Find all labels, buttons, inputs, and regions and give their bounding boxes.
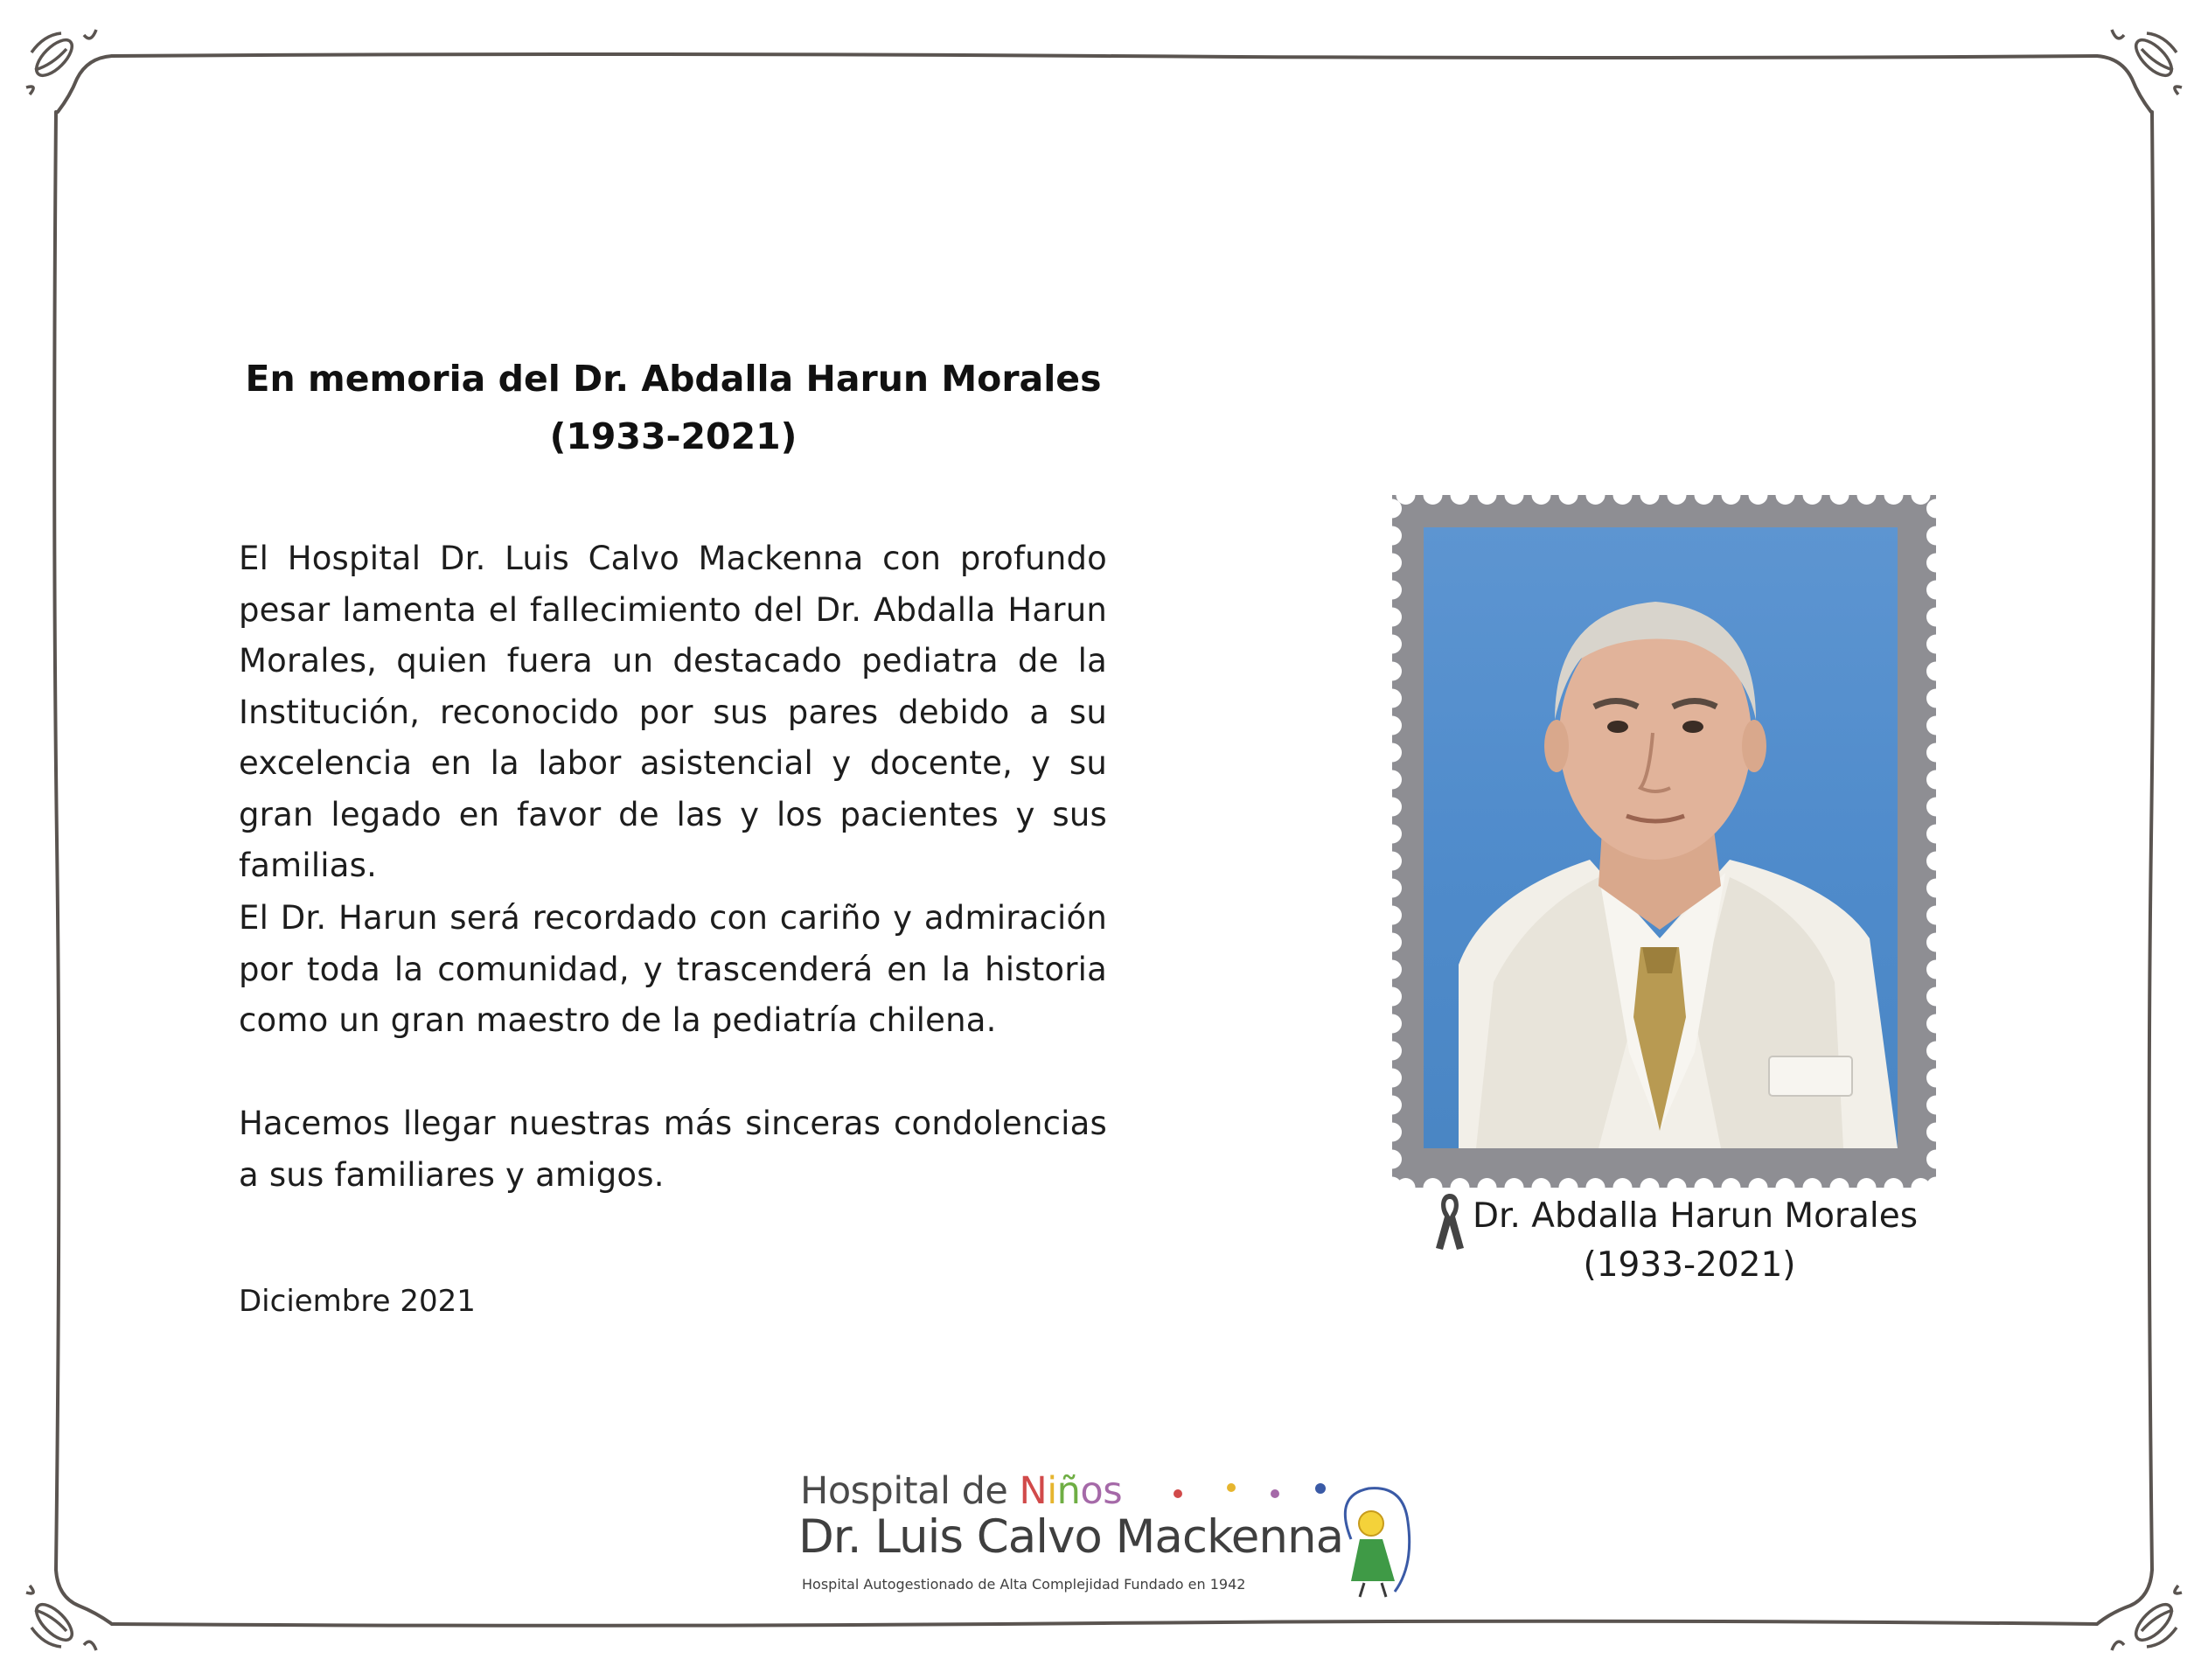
logo-line-1-prefix: Hospital de: [800, 1469, 1020, 1513]
title-line-1: En memoria del Dr. Abdalla Harun Morales: [245, 358, 1102, 400]
paragraph-remembrance: El Dr. Harun será recordado con cariño y admiración por toda la comunidad, y trascenderá en la historia como un gran maestro de la pediatría chilena.: [239, 899, 1107, 1039]
paragraph-sympathy: Hacemos llegar nuestras más sinceras condolencias a sus familiares y amigos.: [239, 1105, 1107, 1194]
logo-line-3: Hospital Autogestionado de Alta Complejidad Fundado en 1942: [802, 1576, 1246, 1593]
caption-name-line: [1434, 1192, 1919, 1241]
hospital-logo: [791, 1469, 1438, 1600]
corner-ornament-bottom-left-icon: [26, 1586, 96, 1650]
logo-letter-i: i: [1047, 1469, 1057, 1513]
corner-ornament-bottom-right-icon: [2112, 1586, 2182, 1650]
logo-dot-purple-icon: [1271, 1489, 1279, 1498]
memorial-title: [236, 350, 1111, 465]
caption-name: Dr. Abdalla Harun Morales: [1473, 1196, 1919, 1236]
corner-ornament-top-right-icon: [2112, 30, 2182, 94]
logo-letter-enie: ñ: [1056, 1469, 1081, 1513]
logo-graphic: [791, 1469, 1438, 1600]
logo-line-2: Dr. Luis Calvo Mackenna: [798, 1510, 1344, 1564]
corner-ornament-top-left-icon: [26, 30, 96, 94]
portrait-illustration: [1424, 527, 1898, 1148]
logo-letters-os: os: [1080, 1469, 1123, 1513]
logo-dot-red-icon: [1174, 1489, 1182, 1498]
date-label: Diciembre 2021: [239, 1284, 476, 1319]
title-line-2: (1933-2021): [549, 415, 798, 457]
logo-child-figure-icon: [1345, 1488, 1409, 1597]
logo-dot-blue-icon: [1315, 1483, 1326, 1494]
portrait-photo: [1424, 527, 1898, 1148]
caption-years: (1933-2021): [1583, 1245, 1796, 1285]
portrait-caption: [1434, 1192, 1919, 1290]
logo-letter-n: N: [1019, 1469, 1048, 1513]
logo-dot-yellow-icon: [1227, 1483, 1236, 1492]
paragraph-condolence: El Hospital Dr. Luis Calvo Mackenna con profundo pesar lamenta el fallecimiento del Dr. Abdalla Harun Morales, quien fuera un destacado pediatra de la Institución, reconocido por sus pares debido a su excelencia en la labor asistencial y docente, y su gran legado en favor de las y los pacientes y sus familias.: [239, 540, 1107, 884]
mourning-ribbon-icon: [1432, 1190, 1467, 1253]
